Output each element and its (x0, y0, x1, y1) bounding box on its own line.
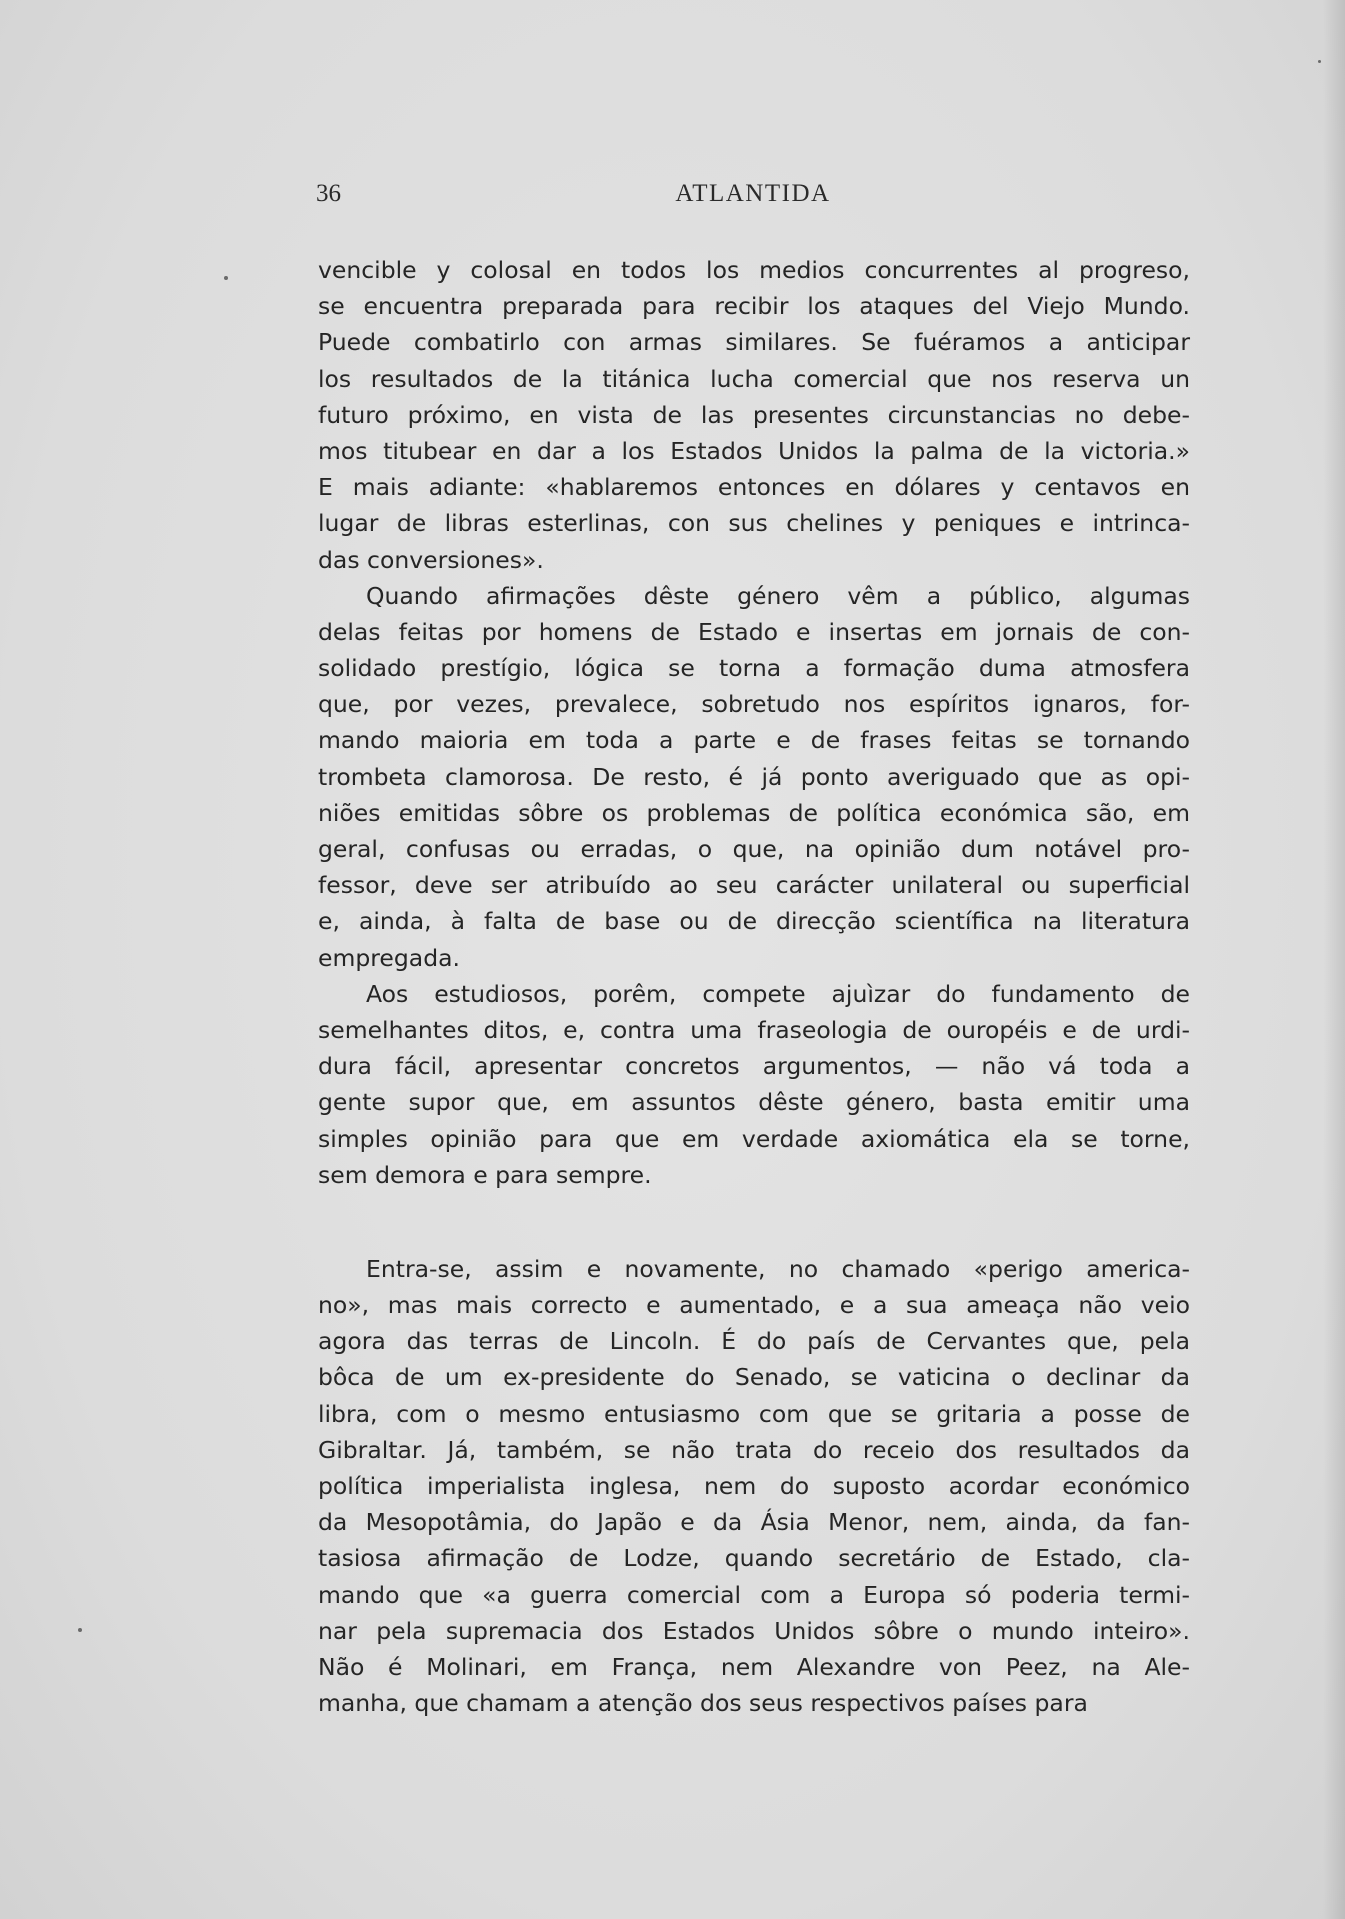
paragraph (318, 252, 1190, 578)
text-line: no», mas mais correcto e aumentado, e a sua ameaça não veio (318, 1291, 1190, 1320)
page-header (316, 180, 1190, 220)
text-line: libra, com o mesmo entusiasmo com que se gritaria a posse de (318, 1399, 1190, 1428)
paragraph (318, 976, 1190, 1193)
text-line: futuro próximo, en vista de las presentes circunstancias no debe- (318, 400, 1190, 429)
text-line: se encuentra preparada para recibir los ataques del Viejo Mundo. (318, 292, 1190, 321)
text-line: solidado prestígio, lógica se torna a formação duma atmosfera (318, 654, 1190, 683)
text-line: agora das terras de Lincoln. É do país de Cervantes que, pela (318, 1327, 1190, 1356)
text-line: da Mesopotâmia, do Japão e da Ásia Menor, nem, ainda, da fan- (318, 1508, 1190, 1537)
text-line: que, por vezes, prevalece, sobretudo nos espíritos ignaros, for- (318, 690, 1190, 719)
text-line: fessor, deve ser atribuído ao seu carácter unilateral ou superficial (318, 871, 1190, 900)
text-line: empregada. (318, 943, 460, 972)
text-line: lugar de libras esterlinas, con sus chelines y peniques e intrinca- (318, 509, 1190, 538)
text-line: sem demora e para sempre. (318, 1160, 652, 1189)
running-title: ATLANTIDA (675, 180, 831, 207)
text-line: política imperialista inglesa, nem do suposto acordar económico (318, 1472, 1190, 1500)
section-gap (318, 1193, 1190, 1251)
text-line: mos titubear en dar a los Estados Unidos la palma de la victoria.» (318, 436, 1190, 465)
body-text (318, 252, 1190, 1721)
page-number: 36 (316, 180, 341, 207)
text-line: gente supor que, em assuntos dêste género, basta emitir uma (318, 1088, 1190, 1117)
text-line: delas feitas por homens de Estado e insertas em jornais de con- (318, 617, 1190, 646)
scan-speck (1318, 60, 1321, 63)
text-line: Gibraltar. Já, também, se não trata do receio dos resultados da (318, 1435, 1190, 1464)
text-line: niões emitidas sôbre os problemas de política económica são, em (318, 798, 1190, 827)
text-line: semelhantes ditos, e, contra uma fraseologia de ouropéis e de urdi- (318, 1015, 1190, 1044)
text-line: Puede combatirlo con armas similares. Se fuéramos a anticipar (318, 328, 1190, 357)
paragraph (318, 578, 1190, 976)
text-line: dura fácil, apresentar concretos argumentos, — não vá toda a (318, 1052, 1190, 1081)
text-line: e, ainda, à falta de base ou de direcção scientífica na literatura (318, 907, 1190, 936)
text-line: mando que «a guerra comercial com a Europa só poderia termi- (318, 1580, 1190, 1609)
text-line: bôca de um ex-presidente do Senado, se vaticina o declinar da (318, 1363, 1190, 1392)
text-line: das conversiones». (318, 545, 544, 574)
scan-speck (224, 276, 228, 280)
text-line: E mais adiante: «hablaremos entonces en dólares y centavos en (318, 473, 1190, 502)
paragraph (318, 1251, 1190, 1721)
text-line: mando maioria em toda a parte e de frases feitas se tornando (318, 726, 1190, 755)
text-line: Quando afirmações dêste género vêm a público, algumas (366, 581, 1190, 610)
text-line: nar pela supremacia dos Estados Unidos sôbre o mundo inteiro». (318, 1616, 1190, 1645)
text-line: Não é Molinari, em França, nem Alexandre von Peez, na Ale- (318, 1652, 1190, 1681)
scan-speck (78, 1628, 82, 1632)
text-line: Entra-se, assim e novamente, no chamado «perigo america- (366, 1254, 1190, 1283)
text-line: los resultados de la titánica lucha comercial que nos reserva un (318, 364, 1190, 393)
text-line: trombeta clamorosa. De resto, é já ponto averiguado que as opi- (318, 762, 1190, 791)
text-line: Aos estudiosos, porêm, compete ajuìzar do fundamento de (366, 979, 1190, 1008)
text-line: tasiosa afirmação de Lodze, quando secretário de Estado, cla- (318, 1544, 1190, 1573)
text-line: geral, confusas ou erradas, o que, na opinião dum notável pro- (318, 835, 1190, 863)
page-edge-shadow (1323, 0, 1345, 1919)
text-line: simples opinião para que em verdade axiomática ela se torne, (318, 1124, 1190, 1153)
text-line: manha, que chamam a atenção dos seus respectivos países para (318, 1689, 1088, 1718)
text-line: vencible y colosal en todos los medios concurrentes al progreso, (318, 256, 1190, 284)
